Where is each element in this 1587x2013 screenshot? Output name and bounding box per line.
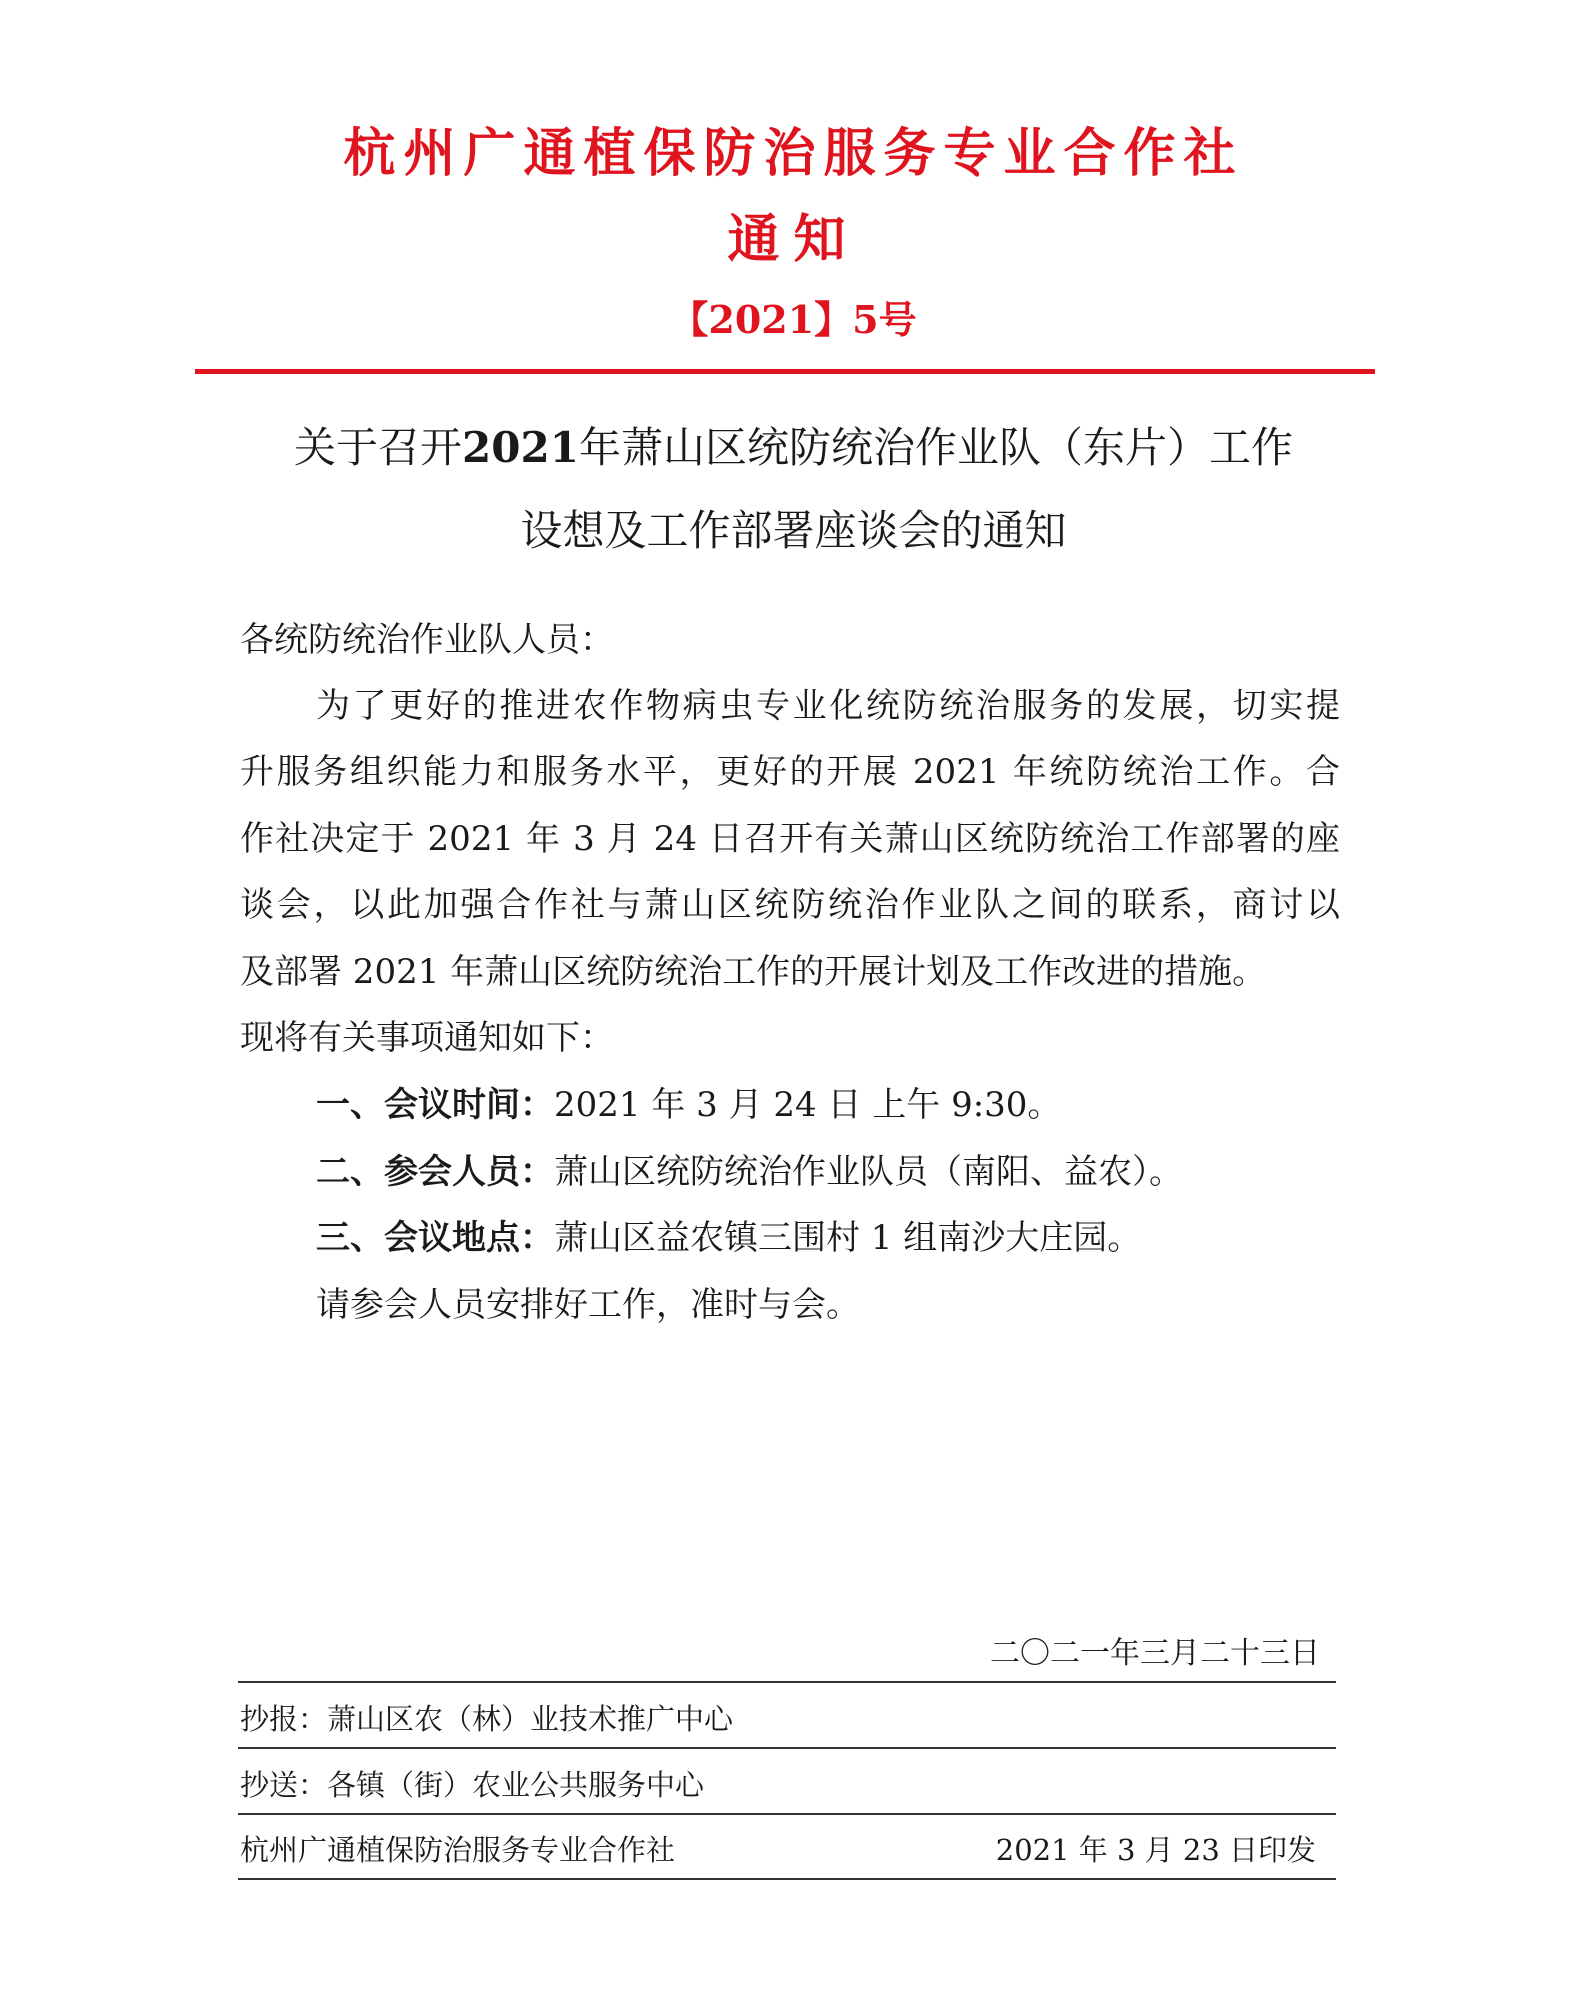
footer-issued-date: 2021 年 3 月 23 日印发: [995, 1833, 1316, 1867]
item-value: 萧山区益农镇三围村 1 组南沙大庄园。: [554, 1218, 1142, 1258]
footer-rule: [238, 1681, 1336, 1683]
footer-rule: [238, 1813, 1336, 1815]
document-number: 【2021】5号: [670, 297, 917, 342]
title-prefix: 关于召开: [294, 423, 463, 472]
title-suffix: 年萧山区统防统治作业队（东片）工作: [578, 423, 1293, 472]
paragraph-line: 现将有关事项通知如下：: [240, 1018, 614, 1058]
footer-issuer: 杭州广通植保防治服务专业合作社: [240, 1833, 676, 1867]
item-value: 2021 年 3 月 24 日 上午 9:30。: [554, 1085, 1062, 1125]
issuer-heading: 杭州广通植保防治服务专业合作社: [343, 124, 1244, 184]
footer-rule: [238, 1747, 1336, 1749]
item-label: 三、会议地点：: [316, 1218, 554, 1258]
meeting-location-item: [316, 1214, 1141, 1262]
meeting-time-item: [316, 1081, 1061, 1129]
red-separator-line: [195, 369, 1375, 374]
item-label: 一、会议时间：: [316, 1085, 554, 1125]
paragraph-line: 谈会，以此加强合作社与萧山区统防统治作业队之间的联系，商讨以: [240, 885, 1340, 925]
paragraph-line: 及部署 2021 年萧山区统防统治工作的开展计划及工作改进的措施。: [240, 952, 1267, 992]
cc-report-line: 抄报：萧山区农（林）业技术推广中心: [240, 1702, 734, 1736]
item-label: 二、参会人员：: [316, 1152, 554, 1192]
paragraph-line: 升服务组织能力和服务水平，更好的开展 2021 年统防统治工作。合: [240, 752, 1340, 792]
document-type-heading: 通知: [727, 210, 860, 270]
salutation: 各统防统治作业队人员：: [240, 620, 614, 660]
paragraph-line: 为了更好的推进农作物病虫专业化统防统治服务的发展，切实提: [316, 686, 1340, 726]
notice-title-line-2: 设想及工作部署座谈会的通知: [520, 506, 1067, 555]
paragraph-line: 作社决定于 2021 年 3 月 24 日召开有关萧山区统防统治工作部署的座: [240, 819, 1340, 859]
closing-line: 请参会人员安排好工作，准时与会。: [316, 1285, 860, 1325]
signature-date: 二〇二一年三月二十三日: [990, 1636, 1320, 1671]
footer-rule: [238, 1878, 1336, 1880]
attendees-item: [316, 1148, 1183, 1196]
cc-send-line: 抄送：各镇（街）农业公共服务中心: [240, 1768, 705, 1802]
item-value: 萧山区统防统治作业队员（南阳、益农）。: [554, 1152, 1183, 1192]
title-year: 2021: [462, 423, 579, 472]
notice-title-line-1: [200, 420, 1387, 476]
